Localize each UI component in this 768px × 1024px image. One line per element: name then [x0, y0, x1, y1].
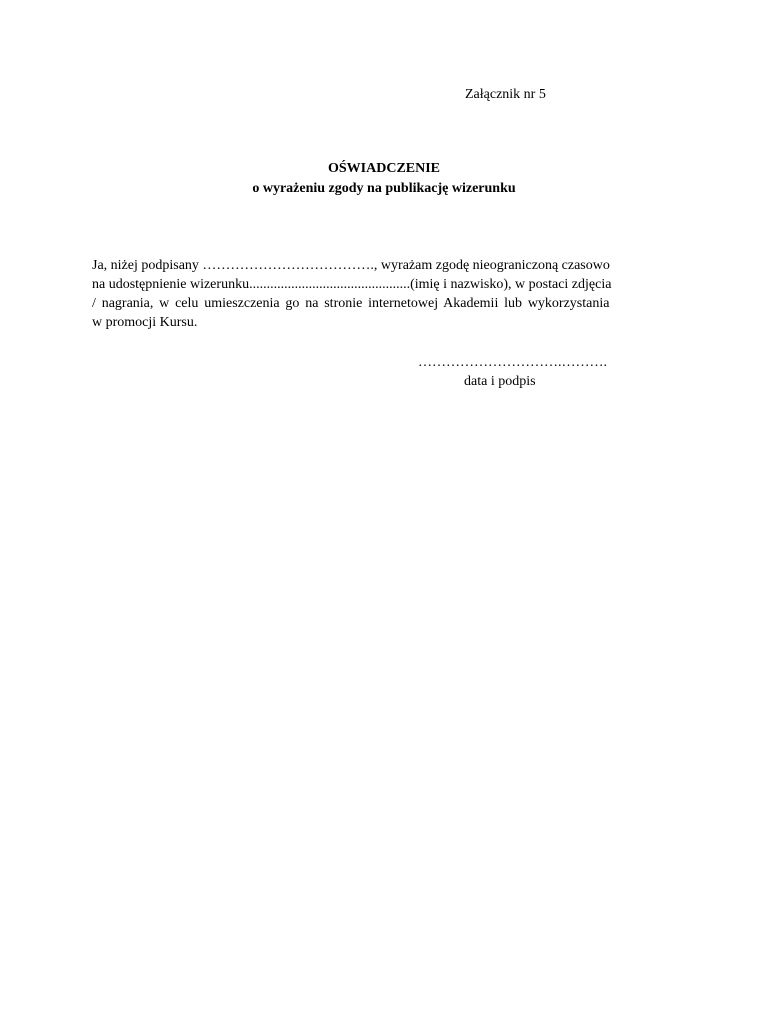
statement-line-2: na udostępnienie wizerunku..............................................(imię i nazwisko), w postaci zdjęcia [92, 277, 612, 292]
document-heading [0, 160, 768, 198]
signature-block [418, 353, 648, 391]
statement-line-3: / nagrania, w celu umieszczenia go na stronie internetowej Akademii lub wykorzystania [92, 296, 610, 311]
document-subtitle: o wyrażeniu zgody na publikację wizerunku [252, 181, 516, 196]
signature-line: ………………………….………. [418, 355, 607, 370]
document-title: OŚWIADCZENIE [327, 161, 441, 176]
statement-line-4: w promocji Kursu. [92, 315, 198, 330]
statement-line-1: Ja, niżej podpisany ………………………………., wyrażam zgodę nieograniczoną czasowo [92, 258, 610, 273]
signature-caption: data i podpis [464, 374, 536, 389]
annex-label: Załącznik nr 5 [465, 87, 546, 102]
consent-statement [92, 256, 674, 332]
